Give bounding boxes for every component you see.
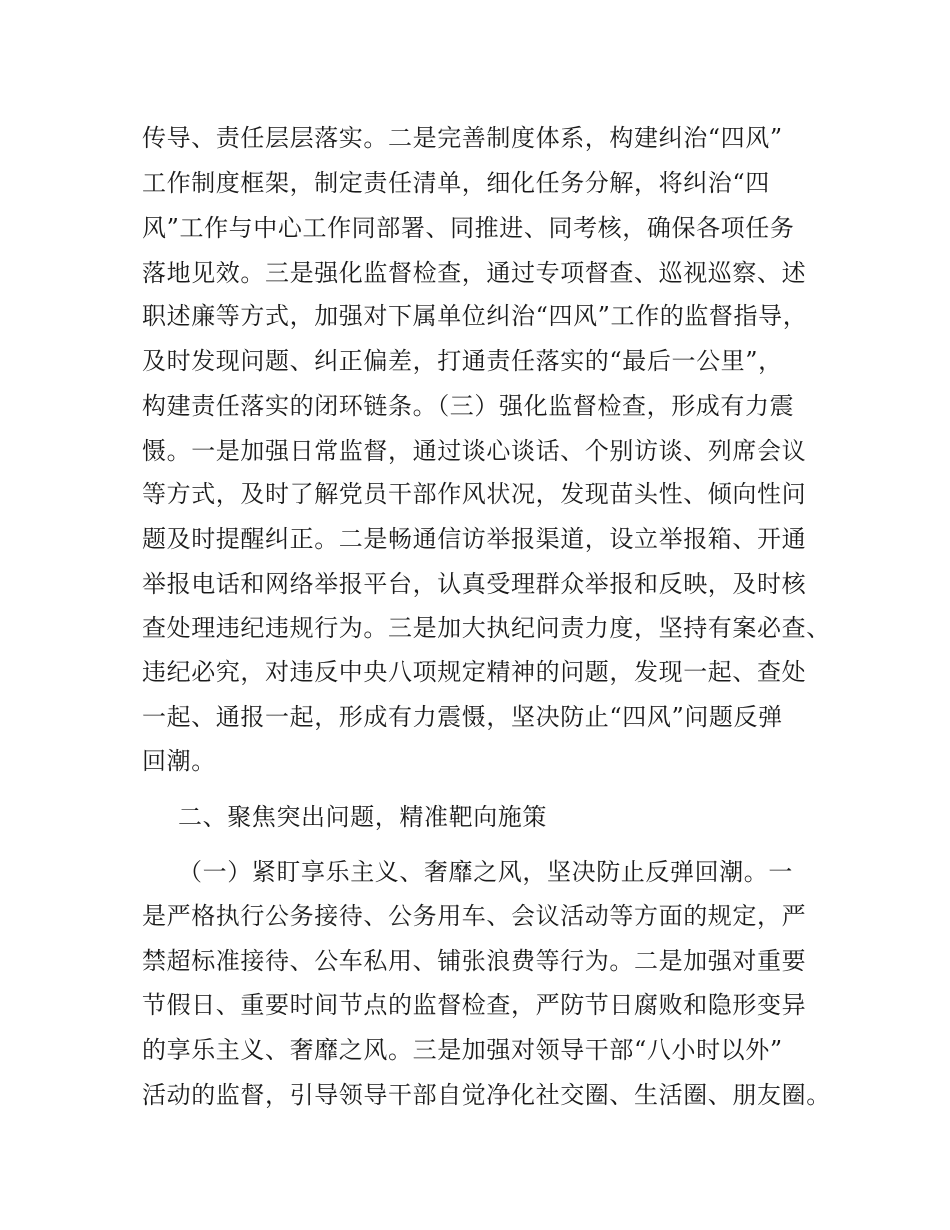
section-heading: 二、聚焦突出问题，精准靶向施策 bbox=[178, 803, 547, 831]
text-line: 慑。一是加强日常监督，通过谈心谈话、个别访谈、列席会议 bbox=[142, 437, 807, 465]
text-line: 工作制度框架，制定责任清单，细化任务分解，将纠治“四 bbox=[142, 169, 770, 197]
text-line: 职述廉等方式，加强对下属单位纠治“四风”工作的监督指导， bbox=[142, 302, 808, 330]
text-line: 及时发现问题、纠正偏差，打通责任落实的“最后一公里”， bbox=[142, 347, 783, 375]
text-line: 是严格执行公务接待、公务用车、会议活动等方面的规定，严 bbox=[142, 902, 807, 930]
text-line: 落地见效。三是强化监督检查，通过专项督查、巡视巡察、述 bbox=[142, 259, 807, 287]
text-line: 一起、通报一起，形成有力震慑，坚决防止“四风”问题反弹 bbox=[142, 703, 783, 731]
text-line: （一）紧盯享乐主义、奢靡之风，坚决防止反弹回潮。一 bbox=[178, 858, 793, 886]
text-line: 活动的监督，引导领导干部自觉净化社交圈、生活圈、朋友圈。 bbox=[142, 1081, 831, 1109]
text-line: 题及时提醒纠正。二是畅通信访举报渠道，设立举报箱、开通 bbox=[142, 525, 807, 553]
text-line: 的享乐主义、奢靡之风。三是加强对领导干部“八小时以外” bbox=[142, 1036, 783, 1064]
text-line: 违纪必究，对违反中央八项规定精神的问题，发现一起、查处 bbox=[142, 658, 807, 686]
text-line: 构建责任落实的闭环链条。（三）强化监督检查，形成有力震 bbox=[142, 392, 795, 420]
text-line: 等方式，及时了解党员干部作风状况，发现苗头性、倾向性问 bbox=[142, 480, 807, 508]
text-line: 查处理违纪违规行为。三是加大执纪问责力度，坚持有案必查、 bbox=[142, 614, 831, 642]
text-line: 举报电话和网络举报平台，认真受理群众举报和反映，及时核 bbox=[142, 570, 807, 598]
text-line: 禁超标准接待、公车私用、铺张浪费等行为。二是加强对重要 bbox=[142, 947, 807, 975]
text-line: 回潮。 bbox=[142, 747, 216, 775]
text-line: 传导、责任层层落实。二是完善制度体系，构建纠治“四风” bbox=[142, 124, 783, 152]
text-line: 风”工作与中心工作同部署、同推进、同考核，确保各项任务 bbox=[142, 214, 795, 242]
text-line: 节假日、重要时间节点的监督检查，严防节日腐败和隐形变异 bbox=[142, 991, 807, 1019]
